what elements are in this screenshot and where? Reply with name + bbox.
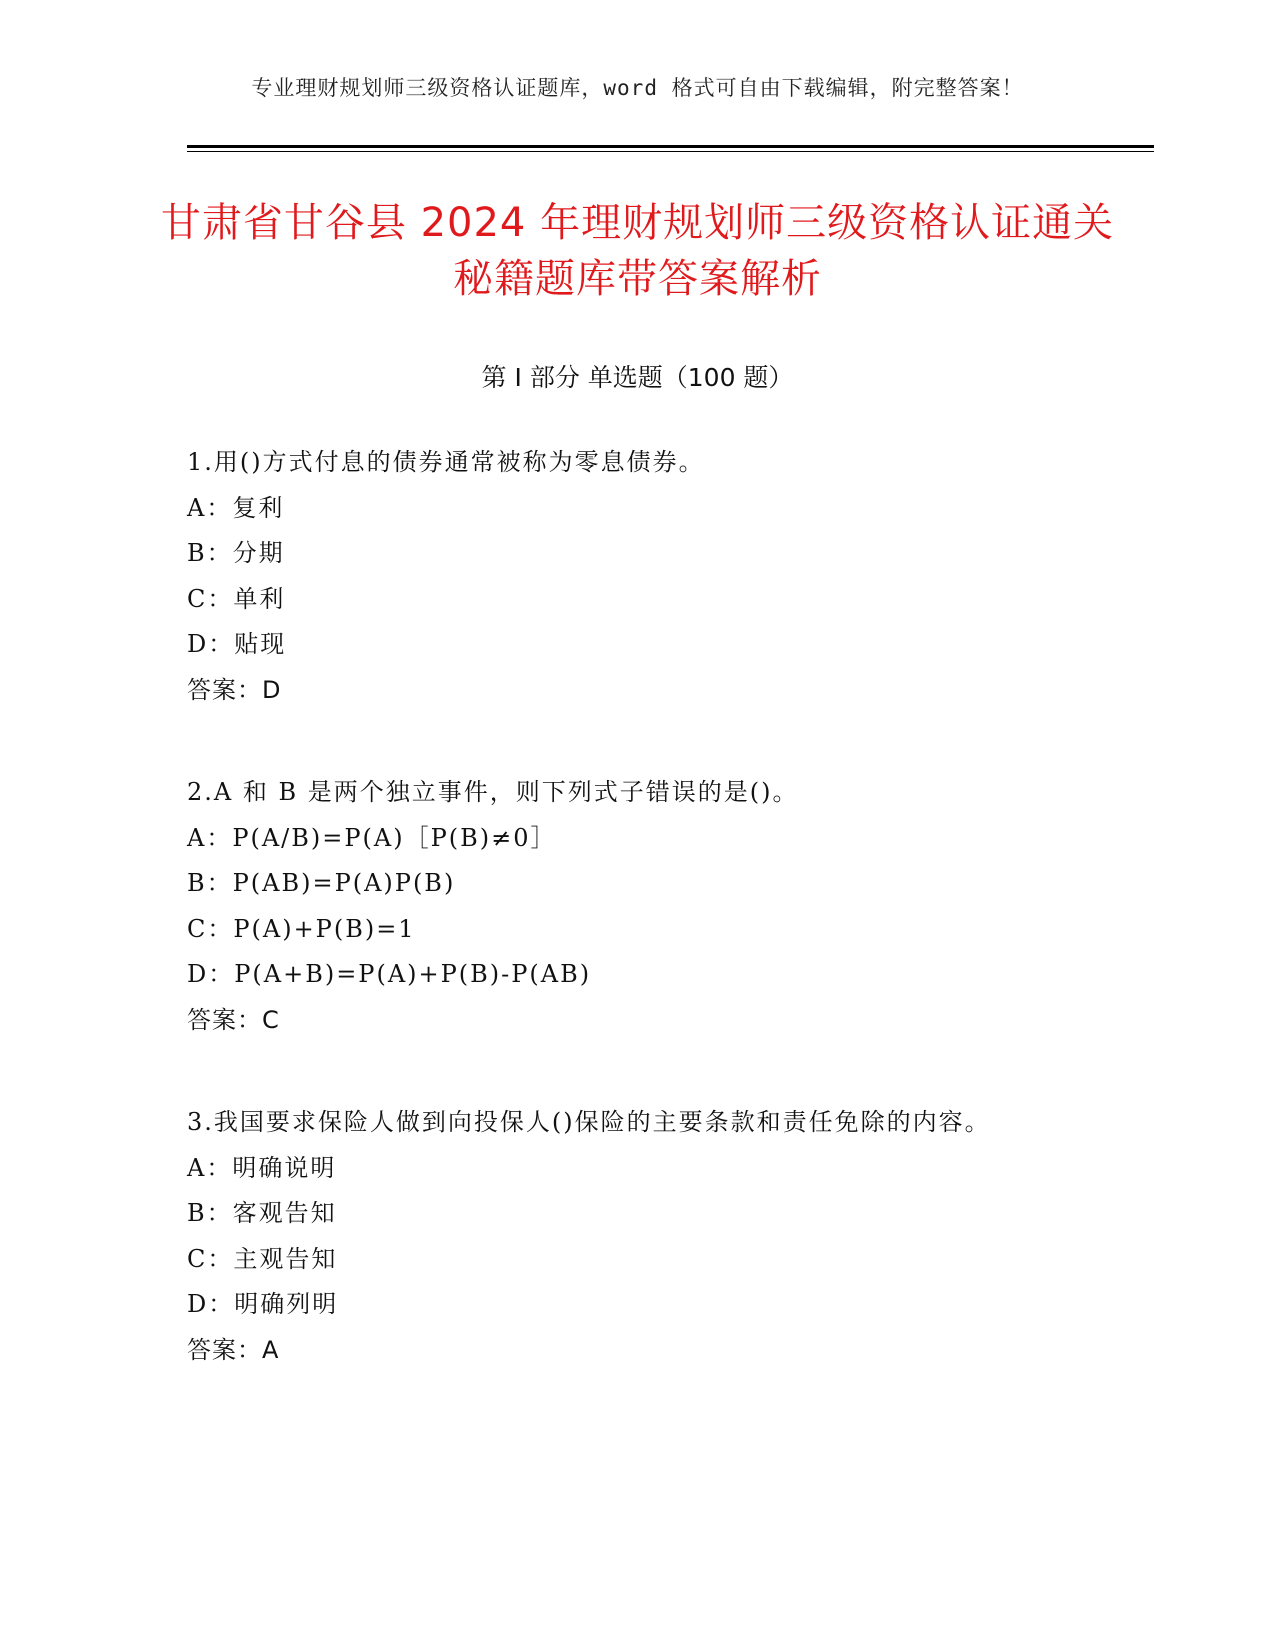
option-d: D：贴现 [187, 630, 287, 658]
question-2 [187, 770, 1087, 1043]
option-a: A：明确说明 [187, 1153, 337, 1182]
question-stem: 1.用()方式付息的债券通常被称为零息债券。 [187, 448, 705, 476]
answer: 答案：D [187, 675, 282, 704]
option-b: B：客观告知 [187, 1199, 337, 1227]
answer: 答案：A [187, 1335, 280, 1364]
option-a: A：P(A/B)=P(A)［P(B)≠0］ [187, 823, 557, 852]
header-divider-thick [187, 145, 1154, 148]
question-3 [187, 1100, 1087, 1373]
option-d: D：明确列明 [187, 1290, 339, 1318]
option-c: C：P(A)+P(B)=1 [187, 914, 416, 943]
question-list [187, 440, 1087, 1430]
question-1 [187, 440, 1087, 713]
section-heading: 第 I 部分 单选题（100 题） [481, 363, 794, 392]
option-a: A：复利 [187, 493, 285, 522]
question-stem: 2.A 和 B 是两个独立事件，则下列式子错误的是()。 [187, 778, 799, 806]
option-b: B：分期 [187, 539, 285, 567]
question-stem: 3.我国要求保险人做到向投保人()保险的主要条款和责任免除的内容。 [187, 1108, 991, 1136]
answer: 答案：C [187, 1005, 280, 1034]
document-title: 甘肃省甘谷县 2024 年理财规划师三级资格认证通关秘籍题库带答案解析 [160, 200, 1115, 302]
option-c: C：主观告知 [187, 1244, 338, 1273]
option-d: D：P(A+B)=P(A)+P(B)-P(AB) [187, 960, 592, 988]
header-note: 专业理财规划师三级资格认证题库，word 格式可自由下载编辑，附完整答案！ [251, 76, 1024, 100]
option-c: C：单利 [187, 584, 286, 613]
option-b: B：P(AB)=P(A)P(B) [187, 869, 456, 897]
header-divider-thin [187, 151, 1154, 152]
